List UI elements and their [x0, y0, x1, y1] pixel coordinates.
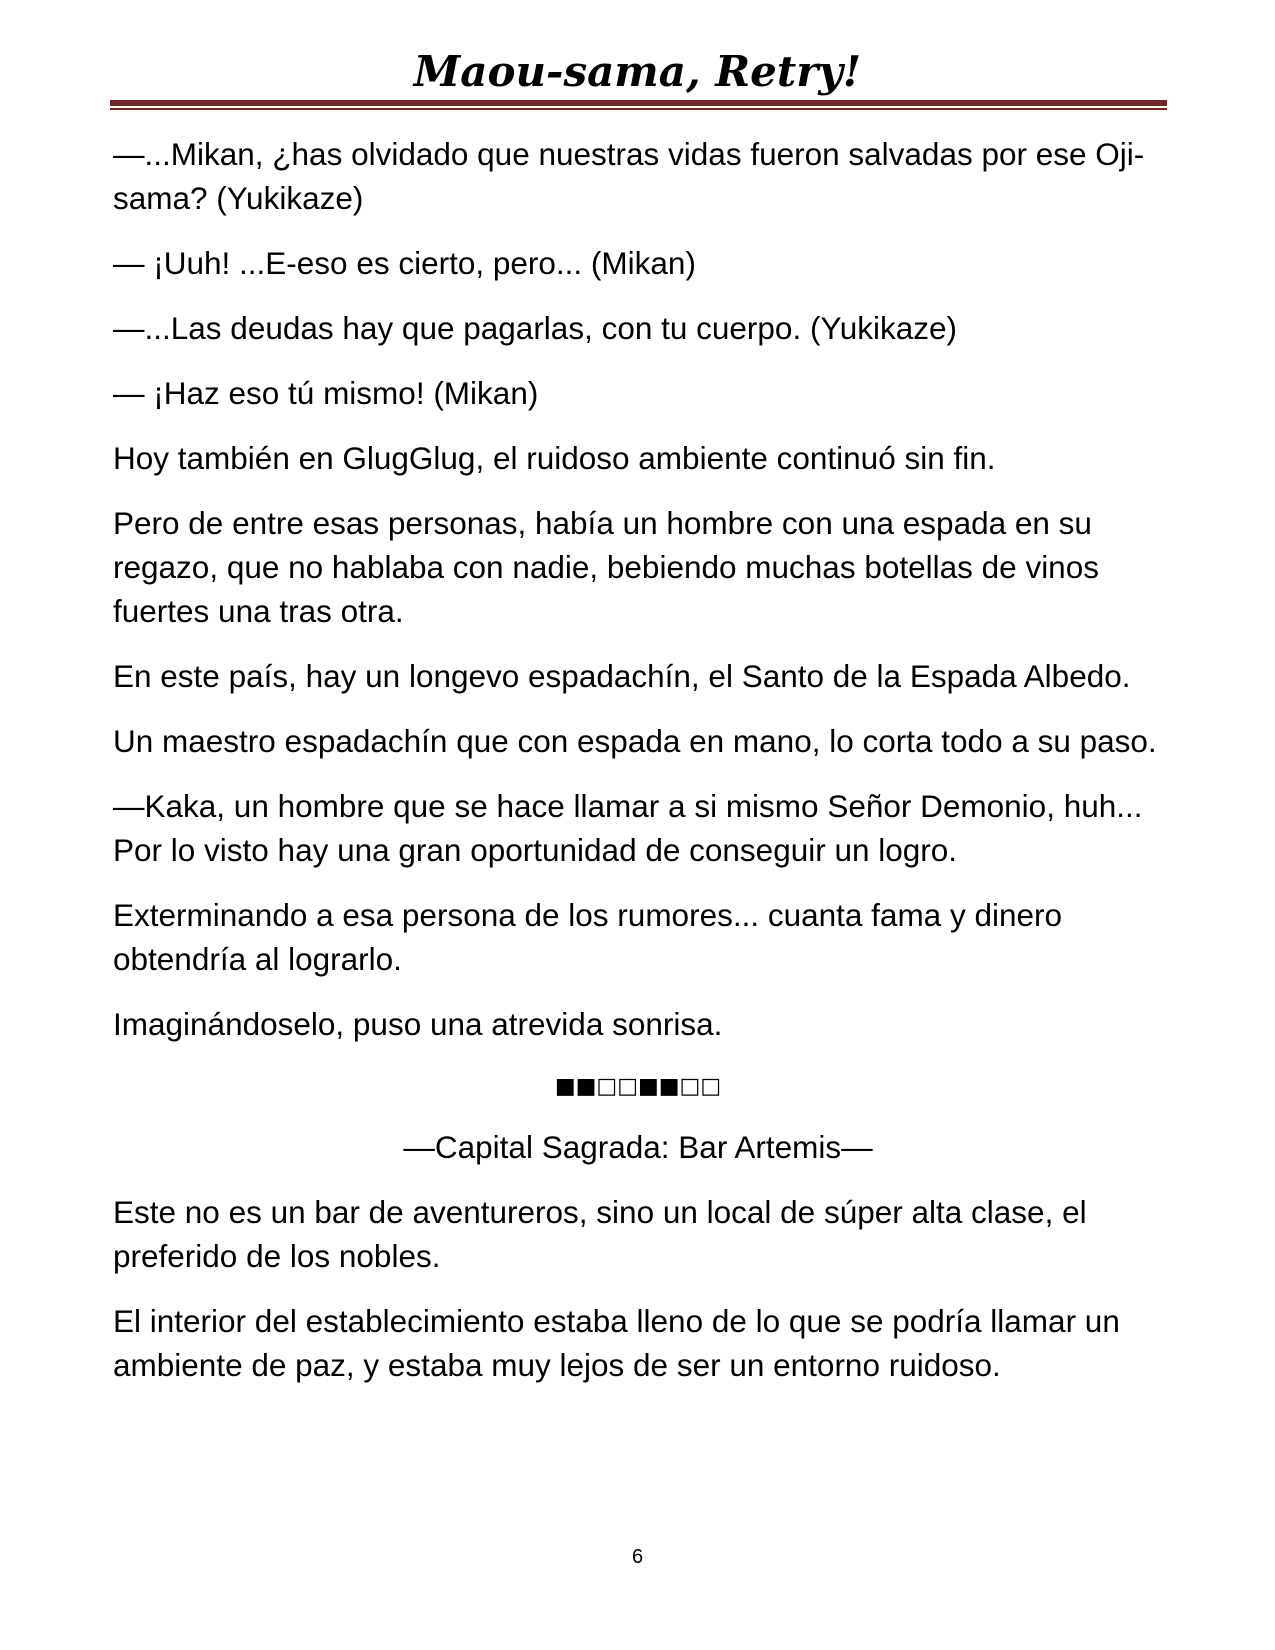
scene-separator: ■■□□■■□□ — [554, 1074, 722, 1099]
paragraph: —Kaka, un hombre que se hace llamar a si mismo Señor Demonio, huh... Por lo visto hay una gran oportunidad de conseguir un logro. — [113, 788, 1143, 868]
paragraph: El interior del establecimiento estaba lleno de lo que se podría llamar un ambiente de paz, y estaba muy lejos de ser un entorno ruidoso. — [113, 1303, 1120, 1383]
paragraph: Pero de entre esas personas, había un hombre con una espada en su regazo, que no hablaba con nadie, bebiendo muchas botellas de vinos fuertes una tras otra. — [113, 505, 1099, 629]
header-divider — [110, 100, 1167, 112]
header-divider-thick-line — [110, 100, 1167, 106]
paragraph: Imaginándoselo, puso una atrevida sonrisa. — [113, 1006, 723, 1042]
paragraph: —...Mikan, ¿has olvidado que nuestras vidas fueron salvadas por ese Oji-sama? (Yukikaze) — [113, 136, 1145, 216]
paragraph: Este no es un bar de aventureros, sino un local de súper alta clase, el preferido de los nobles. — [113, 1194, 1087, 1274]
paragraph: En este país, hay un longevo espadachín, el Santo de la Espada Albedo. — [113, 658, 1131, 694]
paragraph: Exterminando a esa persona de los rumores... cuanta fama y dinero obtendría al lograrlo. — [113, 897, 1063, 977]
paragraph: Hoy también en GlugGlug, el ruidoso ambiente continuó sin fin. — [113, 440, 996, 476]
paragraph: Un maestro espadachín que con espada en mano, lo corta todo a su paso. — [113, 723, 1157, 759]
page-number: 6 — [631, 1546, 644, 1568]
paragraph: —...Las deudas hay que pagarlas, con tu cuerpo. (Yukikaze) — [113, 310, 958, 346]
header-divider-thin-line — [110, 108, 1167, 110]
paragraph: — ¡Uuh! ...E-eso es cierto, pero... (Mikan) — [113, 245, 696, 281]
paragraph: — ¡Haz eso tú mismo! (Mikan) — [113, 375, 539, 411]
running-header-title: Maou-sama, Retry! — [413, 47, 862, 96]
body-text — [113, 132, 1163, 1408]
scene-heading: —Capital Sagrada: Bar Artemis— — [403, 1129, 873, 1165]
